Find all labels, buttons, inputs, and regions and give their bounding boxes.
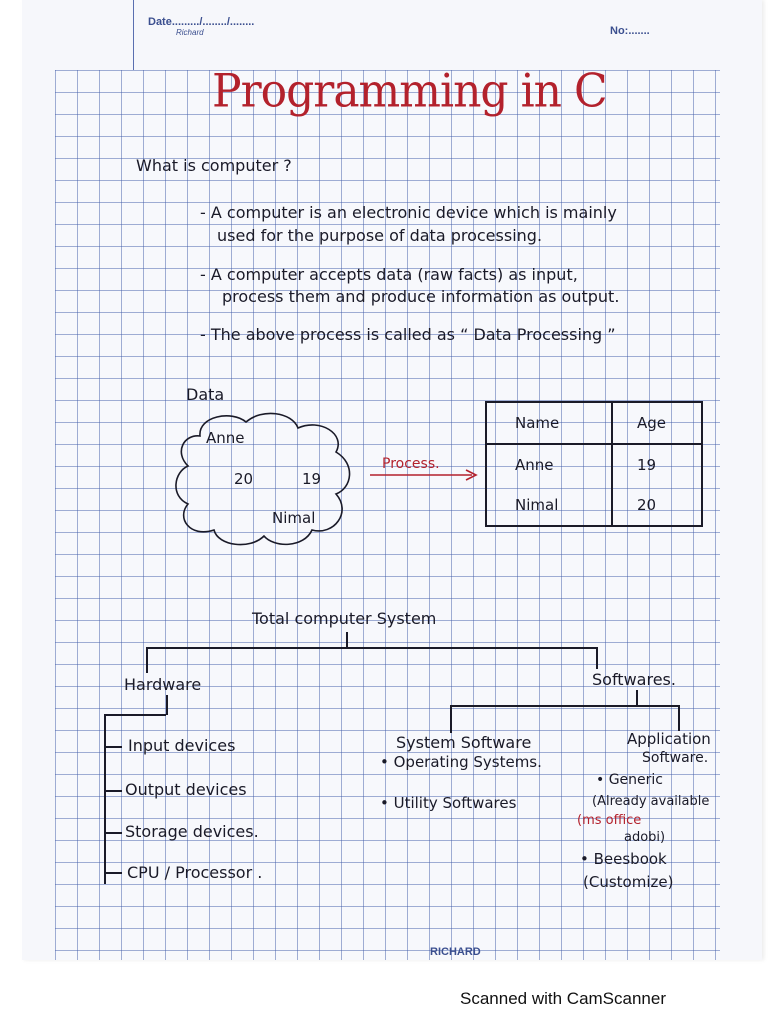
tree-connector [596,647,598,669]
date-brand: Richard [176,28,204,37]
data-cloud [170,408,356,550]
bespoke-item: • Beesbook [580,850,667,868]
process-label: Process. [382,456,440,472]
tree-connector [104,714,106,884]
table-row [486,444,702,485]
hardware-item: Input devices [128,736,236,755]
hardware-item: Output devices [125,780,247,799]
application-software-label-line2: Software. [642,750,709,766]
table-header-age: Age [612,402,702,444]
bullet2-line2: process them and produce information as output. [222,287,620,306]
process-arrow [368,468,480,482]
cloud-item-20: 20 [234,470,254,488]
page-number-label: No:....... [610,25,650,37]
question-heading: What is computer ? [136,156,292,175]
table-row [486,485,702,526]
hardware-label: Hardware [124,675,202,694]
generic-example-line1: (ms office [577,813,642,828]
tree-connector [450,705,452,733]
generic-note: (Already available [592,794,710,809]
tree-connector [346,632,348,647]
date-label: Date........./......../........ [148,16,255,28]
table-cell: Anne [486,444,612,485]
margin-line [133,0,134,70]
tree-connector [678,705,680,731]
bullet2-line1: - A computer accepts data (raw facts) as input, [200,265,578,284]
tree-connector [106,714,166,716]
generic-example-line2: adobi) [624,830,666,845]
system-software-item: • Utility Softwares [380,794,517,812]
system-software-item: • Operating Systems. [380,753,542,771]
tree-connector [104,832,122,834]
tree-connector [104,790,122,792]
cloud-item-anne: Anne [206,429,245,447]
tree-connector [636,690,638,706]
data-label: Data [186,385,225,404]
table-cell: Nimal [486,485,612,526]
hardware-item: CPU / Processor . [127,863,263,882]
cloud-item-nimal: Nimal [272,509,316,527]
page-title: Programming in C [212,64,607,119]
table-header-row [486,402,702,444]
notebook-brand: RICHARD [430,946,481,958]
table-cell: 20 [612,485,702,526]
tree-connector [450,705,680,707]
cloud-item-19: 19 [302,470,322,488]
tree-root: Total computer System [252,609,437,628]
tree-connector [104,746,122,748]
software-label: Softwares. [592,670,676,689]
bullet1-line1: - A computer is an electronic device which is mainly [200,203,617,222]
generic-item: • Generic [596,772,663,788]
table-cell: 19 [612,444,702,485]
tree-connector [146,647,148,673]
bullet1-line2: used for the purpose of data processing. [217,226,543,245]
tree-connector [166,695,168,715]
result-table [485,401,703,527]
tree-connector [146,647,598,649]
tree-connector [104,872,122,874]
system-software-label: System Software [396,733,532,752]
bespoke-note: (Customize) [583,873,674,891]
application-software-label-line1: Application [627,730,711,748]
hardware-item: Storage devices. [125,822,259,841]
table-header-name: Name [486,402,612,444]
scanner-watermark: Scanned with CamScanner [460,989,667,1008]
bullet3: - The above process is called as “ Data Processing ” [200,325,616,344]
